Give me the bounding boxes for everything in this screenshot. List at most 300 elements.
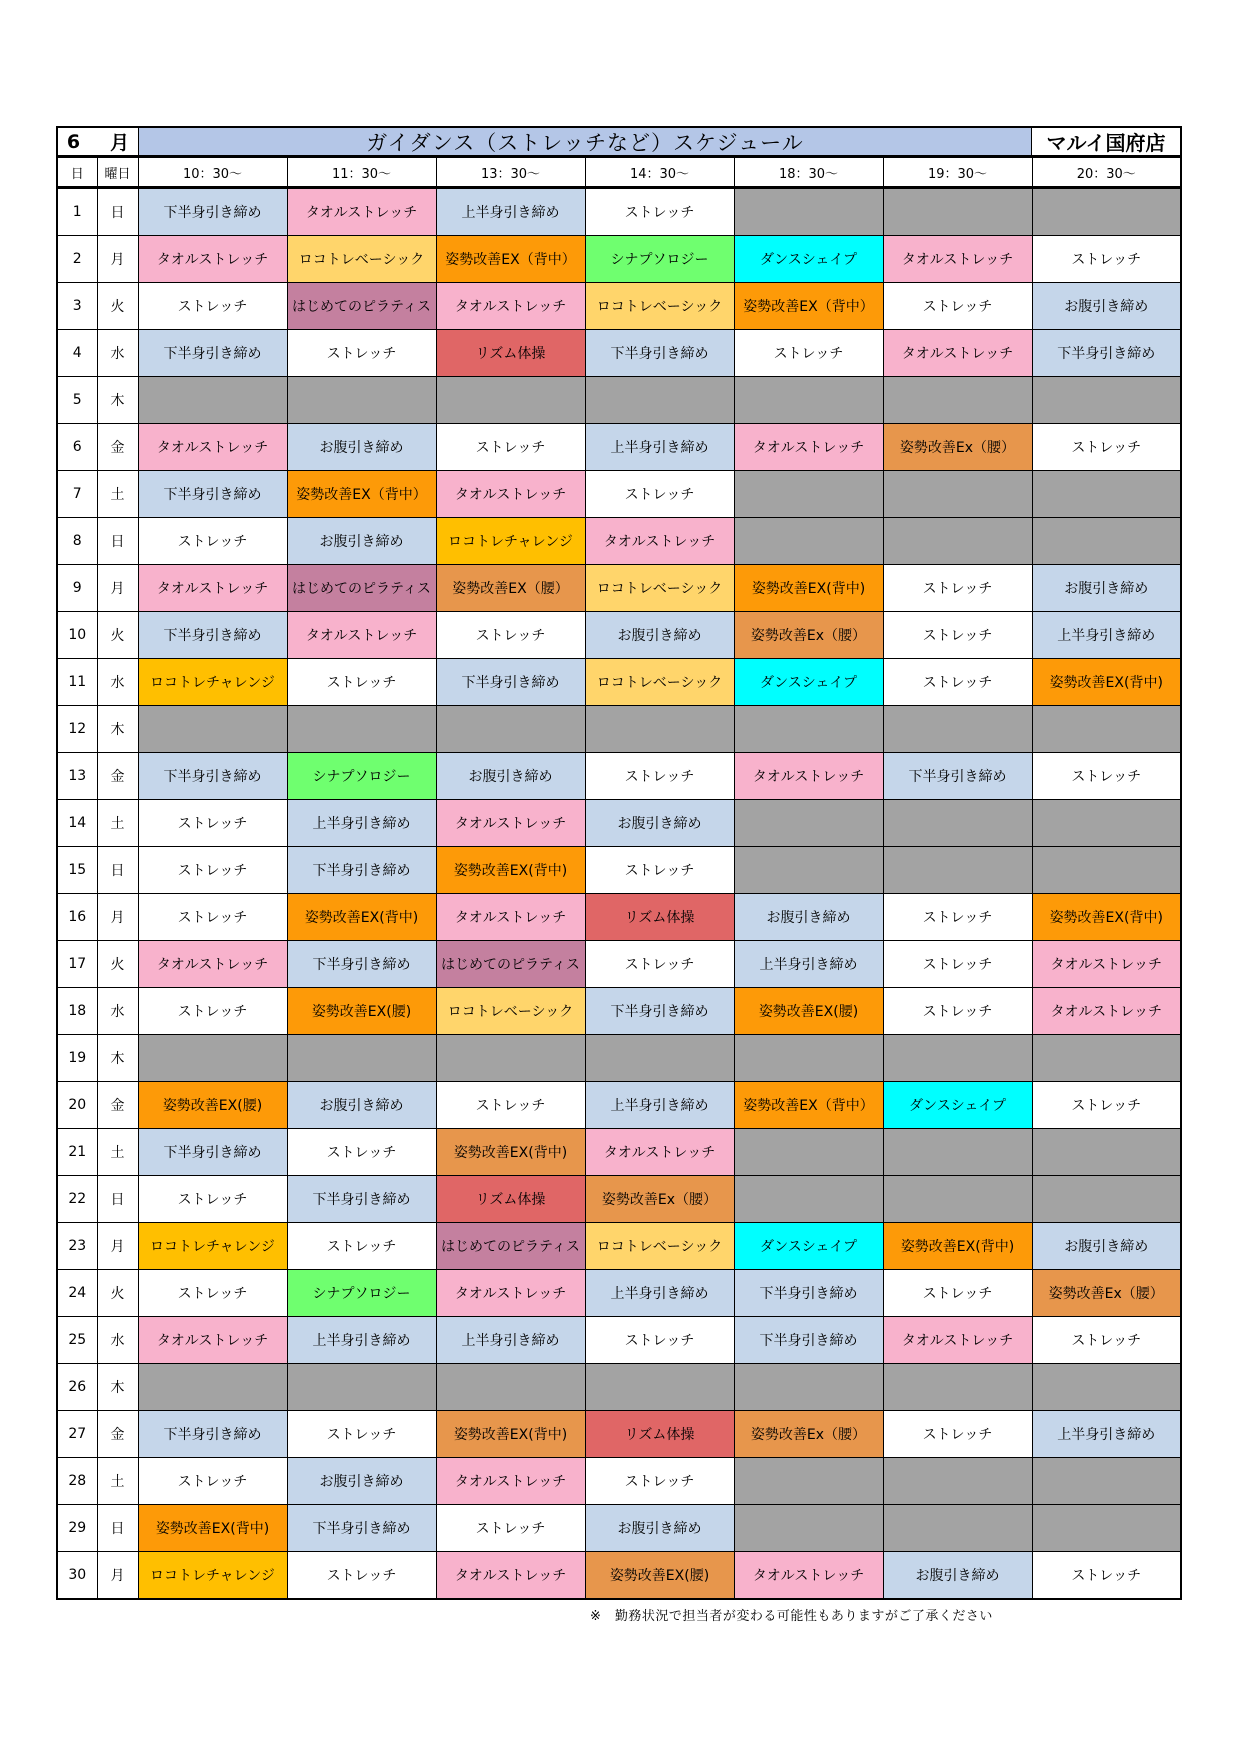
class-cell: お腹引き締め xyxy=(585,800,734,847)
closed-cell xyxy=(436,377,585,424)
class-cell: 姿勢改善Ex（腰） xyxy=(734,1411,883,1458)
day-number: 21 xyxy=(57,1129,97,1176)
class-cell: ストレッチ xyxy=(883,988,1032,1035)
closed-cell xyxy=(1032,1176,1181,1223)
column-header-row xyxy=(57,158,1181,188)
closed-cell xyxy=(734,706,883,753)
class-cell: 姿勢改善EX(背中) xyxy=(138,1505,287,1552)
weekday-label: 金 xyxy=(97,1082,138,1129)
class-cell: ストレッチ xyxy=(1032,1552,1181,1600)
table-row xyxy=(57,283,1181,330)
class-cell: タオルストレッチ xyxy=(436,800,585,847)
table-row xyxy=(57,847,1181,894)
schedule-table xyxy=(56,157,1182,1600)
weekday-label: 水 xyxy=(97,1317,138,1364)
class-cell: ストレッチ xyxy=(287,1223,436,1270)
class-cell: 下半身引き締め xyxy=(436,659,585,706)
class-cell: ストレッチ xyxy=(585,1458,734,1505)
class-cell: お腹引き締め xyxy=(585,1505,734,1552)
day-number: 9 xyxy=(57,565,97,612)
class-cell: ストレッチ xyxy=(287,1129,436,1176)
closed-cell xyxy=(287,1364,436,1411)
class-cell: 上半身引き締め xyxy=(734,941,883,988)
class-cell: リズム体操 xyxy=(585,894,734,941)
closed-cell xyxy=(585,1035,734,1082)
class-cell: シナプソロジー xyxy=(585,236,734,283)
day-number: 18 xyxy=(57,988,97,1035)
class-cell: ストレッチ xyxy=(138,283,287,330)
weekday-label: 月 xyxy=(97,1552,138,1600)
class-cell: タオルストレッチ xyxy=(883,330,1032,377)
class-cell: リズム体操 xyxy=(436,330,585,377)
class-cell: タオルストレッチ xyxy=(883,1317,1032,1364)
class-cell: お腹引き締め xyxy=(585,612,734,659)
weekday-label: 水 xyxy=(97,659,138,706)
table-row xyxy=(57,1364,1181,1411)
closed-cell xyxy=(734,800,883,847)
class-cell: 姿勢改善EX(背中) xyxy=(287,894,436,941)
closed-cell xyxy=(734,847,883,894)
weekday-label: 火 xyxy=(97,941,138,988)
day-number: 26 xyxy=(57,1364,97,1411)
class-cell: 姿勢改善EX（背中） xyxy=(734,283,883,330)
class-cell: 上半身引き締め xyxy=(1032,1411,1181,1458)
weekday-label: 金 xyxy=(97,424,138,471)
closed-cell xyxy=(883,706,1032,753)
class-cell: はじめてのピラティス xyxy=(287,283,436,330)
class-cell: 下半身引き締め xyxy=(138,330,287,377)
class-cell: ストレッチ xyxy=(585,1317,734,1364)
closed-cell xyxy=(883,1035,1032,1082)
class-cell: ストレッチ xyxy=(287,1552,436,1600)
class-cell: 姿勢改善EX(腰) xyxy=(287,988,436,1035)
class-cell: ストレッチ xyxy=(436,1505,585,1552)
class-cell: ダンスシェイプ xyxy=(883,1082,1032,1129)
closed-cell xyxy=(1032,188,1181,236)
class-cell: ストレッチ xyxy=(436,612,585,659)
class-cell: 下半身引き締め xyxy=(734,1317,883,1364)
day-number: 20 xyxy=(57,1082,97,1129)
class-cell: タオルストレッチ xyxy=(287,612,436,659)
closed-cell xyxy=(1032,471,1181,518)
class-cell: 上半身引き締め xyxy=(436,188,585,236)
class-cell: ストレッチ xyxy=(287,659,436,706)
class-cell: 姿勢改善EX（背中） xyxy=(734,1082,883,1129)
class-cell: 上半身引き締め xyxy=(436,1317,585,1364)
class-cell: ロコトレベーシック xyxy=(436,988,585,1035)
class-cell: お腹引き締め xyxy=(1032,1223,1181,1270)
table-row xyxy=(57,612,1181,659)
weekday-label: 水 xyxy=(97,988,138,1035)
closed-cell xyxy=(734,377,883,424)
class-cell: ストレッチ xyxy=(585,941,734,988)
class-cell: ロコトレベーシック xyxy=(287,236,436,283)
table-row xyxy=(57,1223,1181,1270)
class-cell: タオルストレッチ xyxy=(734,1552,883,1600)
class-cell: お腹引き締め xyxy=(883,1552,1032,1600)
class-cell: ストレッチ xyxy=(883,283,1032,330)
month-number: 6 xyxy=(66,130,81,153)
class-cell: 下半身引き締め xyxy=(734,1270,883,1317)
store-name: マルイ国府店 xyxy=(1046,131,1166,155)
table-row xyxy=(57,659,1181,706)
class-cell: ストレッチ xyxy=(883,1411,1032,1458)
class-cell: シナプソロジー xyxy=(287,753,436,800)
table-row xyxy=(57,753,1181,800)
table-row xyxy=(57,800,1181,847)
closed-cell xyxy=(1032,847,1181,894)
day-number: 14 xyxy=(57,800,97,847)
class-cell: タオルストレッチ xyxy=(138,424,287,471)
closed-cell xyxy=(883,847,1032,894)
closed-cell xyxy=(1032,800,1181,847)
page-title: ガイダンス（ストレッチなど）スケジュール xyxy=(139,128,1032,155)
table-row xyxy=(57,236,1181,283)
closed-cell xyxy=(138,1364,287,1411)
closed-cell xyxy=(883,188,1032,236)
weekday-label: 木 xyxy=(97,706,138,753)
closed-cell xyxy=(883,377,1032,424)
closed-cell xyxy=(138,1035,287,1082)
class-cell: 姿勢改善EX(背中) xyxy=(436,1411,585,1458)
class-cell: タオルストレッチ xyxy=(138,236,287,283)
class-cell: ストレッチ xyxy=(1032,1082,1181,1129)
class-cell: ストレッチ xyxy=(883,659,1032,706)
closed-cell xyxy=(734,1505,883,1552)
day-number: 4 xyxy=(57,330,97,377)
table-row xyxy=(57,1458,1181,1505)
class-cell: 下半身引き締め xyxy=(138,471,287,518)
day-number: 23 xyxy=(57,1223,97,1270)
class-cell: 上半身引き締め xyxy=(585,1082,734,1129)
class-cell: リズム体操 xyxy=(585,1411,734,1458)
table-row xyxy=(57,894,1181,941)
table-row xyxy=(57,1411,1181,1458)
closed-cell xyxy=(138,377,287,424)
class-cell: タオルストレッチ xyxy=(436,471,585,518)
class-cell: ストレッチ xyxy=(138,518,287,565)
class-cell: タオルストレッチ xyxy=(1032,941,1181,988)
class-cell: 上半身引き締め xyxy=(1032,612,1181,659)
day-number: 27 xyxy=(57,1411,97,1458)
class-cell: タオルストレッチ xyxy=(585,518,734,565)
closed-cell xyxy=(883,800,1032,847)
class-cell: ダンスシェイプ xyxy=(734,236,883,283)
class-cell: ストレッチ xyxy=(883,1270,1032,1317)
closed-cell xyxy=(734,1035,883,1082)
closed-cell xyxy=(734,1129,883,1176)
class-cell: ストレッチ xyxy=(883,894,1032,941)
class-cell: リズム体操 xyxy=(436,1176,585,1223)
class-cell: 下半身引き締め xyxy=(138,753,287,800)
day-number: 12 xyxy=(57,706,97,753)
class-cell: 上半身引き締め xyxy=(287,800,436,847)
class-cell: 姿勢改善EX(背中) xyxy=(1032,894,1181,941)
day-number: 3 xyxy=(57,283,97,330)
closed-cell xyxy=(1032,1364,1181,1411)
class-cell: 姿勢改善EX(腰) xyxy=(138,1082,287,1129)
weekday-label: 日 xyxy=(97,847,138,894)
table-row xyxy=(57,706,1181,753)
class-cell: タオルストレッチ xyxy=(436,1270,585,1317)
table-row xyxy=(57,988,1181,1035)
class-cell: ストレッチ xyxy=(138,1176,287,1223)
table-row xyxy=(57,330,1181,377)
class-cell: 姿勢改善Ex（腰） xyxy=(883,424,1032,471)
class-cell: はじめてのピラティス xyxy=(287,565,436,612)
class-cell: タオルストレッチ xyxy=(1032,988,1181,1035)
class-cell: 姿勢改善Ex（腰） xyxy=(585,1176,734,1223)
closed-cell xyxy=(1032,1129,1181,1176)
class-cell: 姿勢改善EX(背中) xyxy=(436,847,585,894)
class-cell: ストレッチ xyxy=(585,847,734,894)
closed-cell xyxy=(734,1458,883,1505)
closed-cell xyxy=(883,1505,1032,1552)
table-row xyxy=(57,1129,1181,1176)
day-number: 15 xyxy=(57,847,97,894)
class-cell: ストレッチ xyxy=(138,894,287,941)
table-row xyxy=(57,471,1181,518)
class-cell: 姿勢改善EX(背中) xyxy=(436,1129,585,1176)
class-cell: 下半身引き締め xyxy=(1032,330,1181,377)
weekday-column-header: 曜日 xyxy=(97,158,138,188)
slot-header: 13：30～ xyxy=(436,158,585,188)
title-bar xyxy=(56,126,1182,157)
class-cell: シナプソロジー xyxy=(287,1270,436,1317)
day-number: 8 xyxy=(57,518,97,565)
closed-cell xyxy=(1032,706,1181,753)
class-cell: タオルストレッチ xyxy=(436,1458,585,1505)
class-cell: タオルストレッチ xyxy=(585,1129,734,1176)
class-cell: ロコトレチャレンジ xyxy=(138,1552,287,1600)
class-cell: お腹引き締め xyxy=(1032,283,1181,330)
weekday-label: 火 xyxy=(97,1270,138,1317)
class-cell: お腹引き締め xyxy=(734,894,883,941)
table-row xyxy=(57,1270,1181,1317)
day-number: 30 xyxy=(57,1552,97,1600)
class-cell: お腹引き締め xyxy=(287,1458,436,1505)
class-cell: 姿勢改善EX（背中） xyxy=(287,471,436,518)
class-cell: 姿勢改善EX（背中） xyxy=(436,236,585,283)
class-cell: ロコトレチャレンジ xyxy=(138,1223,287,1270)
table-row xyxy=(57,1317,1181,1364)
day-number: 28 xyxy=(57,1458,97,1505)
day-number: 17 xyxy=(57,941,97,988)
schedule-body xyxy=(57,188,1181,1600)
closed-cell xyxy=(883,471,1032,518)
class-cell: タオルストレッチ xyxy=(734,753,883,800)
day-number: 16 xyxy=(57,894,97,941)
class-cell: タオルストレッチ xyxy=(436,283,585,330)
class-cell: 上半身引き締め xyxy=(287,1317,436,1364)
class-cell: 下半身引き締め xyxy=(138,1129,287,1176)
class-cell: ロコトレチャレンジ xyxy=(138,659,287,706)
weekday-label: 土 xyxy=(97,1129,138,1176)
day-number: 2 xyxy=(57,236,97,283)
table-row xyxy=(57,188,1181,236)
closed-cell xyxy=(287,1035,436,1082)
class-cell: 上半身引き締め xyxy=(585,424,734,471)
table-row xyxy=(57,1176,1181,1223)
class-cell: ダンスシェイプ xyxy=(734,659,883,706)
weekday-label: 火 xyxy=(97,612,138,659)
closed-cell xyxy=(585,706,734,753)
class-cell: 下半身引き締め xyxy=(883,753,1032,800)
slot-header: 11：30～ xyxy=(287,158,436,188)
class-cell: お腹引き締め xyxy=(287,518,436,565)
class-cell: はじめてのピラティス xyxy=(436,1223,585,1270)
closed-cell xyxy=(287,706,436,753)
day-number: 5 xyxy=(57,377,97,424)
closed-cell xyxy=(883,1364,1032,1411)
weekday-label: 日 xyxy=(97,518,138,565)
class-cell: 下半身引き締め xyxy=(138,1411,287,1458)
closed-cell xyxy=(436,1364,585,1411)
day-number: 10 xyxy=(57,612,97,659)
class-cell: タオルストレッチ xyxy=(883,236,1032,283)
class-cell: ロコトレベーシック xyxy=(585,1223,734,1270)
class-cell: ストレッチ xyxy=(1032,424,1181,471)
class-cell: 下半身引き締め xyxy=(287,847,436,894)
table-row xyxy=(57,941,1181,988)
class-cell: タオルストレッチ xyxy=(138,1317,287,1364)
weekday-label: 金 xyxy=(97,753,138,800)
slot-header: 14：30～ xyxy=(585,158,734,188)
slot-header: 10：30～ xyxy=(138,158,287,188)
class-cell: ロコトレベーシック xyxy=(585,565,734,612)
day-column-header: 日 xyxy=(57,158,97,188)
class-cell: ストレッチ xyxy=(734,330,883,377)
class-cell: ストレッチ xyxy=(1032,1317,1181,1364)
day-number: 6 xyxy=(57,424,97,471)
closed-cell xyxy=(1032,1035,1181,1082)
class-cell: タオルストレッチ xyxy=(287,188,436,236)
class-cell: 下半身引き締め xyxy=(287,1505,436,1552)
class-cell: ストレッチ xyxy=(585,471,734,518)
class-cell: お腹引き締め xyxy=(1032,565,1181,612)
class-cell: ストレッチ xyxy=(287,330,436,377)
weekday-label: 日 xyxy=(97,1176,138,1223)
closed-cell xyxy=(138,706,287,753)
class-cell: ストレッチ xyxy=(883,612,1032,659)
slot-header: 20：30～ xyxy=(1032,158,1181,188)
closed-cell xyxy=(734,1176,883,1223)
class-cell: ロコトレベーシック xyxy=(585,659,734,706)
class-cell: 姿勢改善Ex（腰） xyxy=(734,612,883,659)
class-cell: タオルストレッチ xyxy=(138,941,287,988)
weekday-label: 日 xyxy=(97,188,138,236)
class-cell: ダンスシェイプ xyxy=(734,1223,883,1270)
table-row xyxy=(57,377,1181,424)
closed-cell xyxy=(585,1364,734,1411)
closed-cell xyxy=(734,188,883,236)
class-cell: ストレッチ xyxy=(1032,236,1181,283)
class-cell: お腹引き締め xyxy=(436,753,585,800)
schedule-sheet xyxy=(56,126,1182,1600)
class-cell: ストレッチ xyxy=(138,1270,287,1317)
class-cell: ストレッチ xyxy=(138,800,287,847)
class-cell: 姿勢改善Ex（腰） xyxy=(1032,1270,1181,1317)
weekday-label: 月 xyxy=(97,894,138,941)
closed-cell xyxy=(1032,377,1181,424)
class-cell: ロコトレチャレンジ xyxy=(436,518,585,565)
weekday-label: 月 xyxy=(97,236,138,283)
month-label: 月 xyxy=(110,132,130,154)
class-cell: タオルストレッチ xyxy=(138,565,287,612)
class-cell: ストレッチ xyxy=(1032,753,1181,800)
day-number: 24 xyxy=(57,1270,97,1317)
table-row xyxy=(57,1035,1181,1082)
class-cell: タオルストレッチ xyxy=(436,1552,585,1600)
closed-cell xyxy=(883,1458,1032,1505)
class-cell: 下半身引き締め xyxy=(287,1176,436,1223)
table-row xyxy=(57,518,1181,565)
weekday-label: 火 xyxy=(97,283,138,330)
day-number: 11 xyxy=(57,659,97,706)
closed-cell xyxy=(1032,1505,1181,1552)
table-row xyxy=(57,1552,1181,1600)
class-cell: お腹引き締め xyxy=(287,424,436,471)
class-cell: はじめてのピラティス xyxy=(436,941,585,988)
weekday-label: 月 xyxy=(97,565,138,612)
month-cell xyxy=(58,128,139,155)
class-cell: 姿勢改善EX（腰） xyxy=(436,565,585,612)
day-number: 7 xyxy=(57,471,97,518)
weekday-label: 木 xyxy=(97,377,138,424)
slot-header: 18：30～ xyxy=(734,158,883,188)
day-number: 1 xyxy=(57,188,97,236)
slot-header: 19：30～ xyxy=(883,158,1032,188)
closed-cell xyxy=(436,706,585,753)
weekday-label: 木 xyxy=(97,1364,138,1411)
closed-cell xyxy=(287,377,436,424)
closed-cell xyxy=(1032,1458,1181,1505)
day-number: 29 xyxy=(57,1505,97,1552)
class-cell: ストレッチ xyxy=(883,565,1032,612)
closed-cell xyxy=(1032,518,1181,565)
class-cell: ストレッチ xyxy=(138,1458,287,1505)
class-cell: ストレッチ xyxy=(138,988,287,1035)
closed-cell xyxy=(436,1035,585,1082)
weekday-label: 木 xyxy=(97,1035,138,1082)
weekday-label: 土 xyxy=(97,1458,138,1505)
table-row xyxy=(57,1505,1181,1552)
weekday-label: 土 xyxy=(97,471,138,518)
closed-cell xyxy=(734,518,883,565)
weekday-label: 月 xyxy=(97,1223,138,1270)
class-cell: お腹引き締め xyxy=(287,1082,436,1129)
table-row xyxy=(57,565,1181,612)
closed-cell xyxy=(883,518,1032,565)
weekday-label: 金 xyxy=(97,1411,138,1458)
class-cell: 姿勢改善EX(腰) xyxy=(585,1552,734,1600)
day-number: 13 xyxy=(57,753,97,800)
closed-cell xyxy=(585,377,734,424)
class-cell: 下半身引き締め xyxy=(138,188,287,236)
class-cell: ストレッチ xyxy=(436,424,585,471)
class-cell: ストレッチ xyxy=(287,1411,436,1458)
class-cell: 上半身引き締め xyxy=(585,1270,734,1317)
class-cell: タオルストレッチ xyxy=(734,424,883,471)
class-cell: 下半身引き締め xyxy=(138,612,287,659)
closed-cell xyxy=(734,471,883,518)
closed-cell xyxy=(883,1176,1032,1223)
class-cell: 姿勢改善EX(背中) xyxy=(734,565,883,612)
day-number: 19 xyxy=(57,1035,97,1082)
table-row xyxy=(57,424,1181,471)
weekday-label: 水 xyxy=(97,330,138,377)
class-cell: 姿勢改善EX(腰) xyxy=(734,988,883,1035)
